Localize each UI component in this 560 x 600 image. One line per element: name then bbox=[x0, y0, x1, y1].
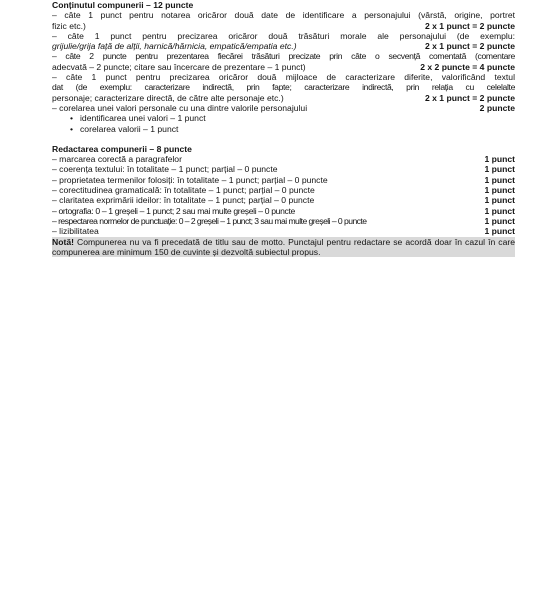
criterion-row bbox=[52, 226, 515, 236]
criterion-text: – corectitudinea gramaticală: în totalitate – 1 punct; parțial – 0 puncte bbox=[52, 185, 315, 196]
points-value: 1 punct bbox=[484, 226, 515, 237]
criterion-line: – câte 1 punct pentru precizarea oricăror două mijloace de caracterizare diferite, valorificând textul bbox=[52, 72, 515, 83]
points-value: 2 x 1 punct = 2 puncte bbox=[424, 41, 515, 52]
criterion-text: – claritatea exprimării ideilor: în totalitate – 1 punct; parțial – 0 puncte bbox=[52, 195, 315, 206]
criterion-line: dat (de exemplu: caracterizare indirectă, prin fapte; caracterizare indirectă, prin relația cu celelalte bbox=[52, 82, 515, 93]
criterion-text: – marcarea corectă a paragrafelor bbox=[52, 154, 182, 165]
criterion-identification bbox=[52, 10, 515, 31]
points-value: 2 puncte bbox=[479, 102, 515, 113]
criterion-row bbox=[52, 154, 515, 164]
points-value: 1 punct bbox=[484, 185, 515, 196]
criterion-row bbox=[52, 216, 515, 226]
bullet-item: • identificarea unei valori – 1 punct bbox=[52, 113, 515, 123]
criterion-line: fizic etc.) bbox=[52, 20, 86, 31]
criterion-line: grijulie/grija față de alții, harnică/hărnicia, empatică/empatia etc.) bbox=[52, 41, 297, 52]
criterion-value-correlation bbox=[52, 103, 515, 134]
points-value: 2 x 1 punct = 2 puncte bbox=[424, 20, 515, 31]
points-value: 1 punct bbox=[484, 154, 515, 165]
note-label: Notă! bbox=[52, 236, 74, 247]
note-text: Compunerea nu va fi precedată de titlu sau de motto. Punctajul pentru redactare se acordă doar în cazul în care compunerea are minimum 150 de cuvinte și dezvoltă subiectul propus. bbox=[52, 236, 515, 257]
criterion-line: personaje; caracterizare directă, de către alte personaje etc.) bbox=[52, 92, 284, 103]
bullet-item: • corelarea valorii – 1 punct bbox=[52, 124, 515, 134]
points-value: 1 punct bbox=[484, 205, 515, 216]
criterion-row bbox=[52, 206, 515, 216]
criterion-line: – câte 2 puncte pentru prezentarea fiecărei trăsături precizate prin câte o secvență comentată (comentare bbox=[52, 51, 515, 62]
criterion-line: – câte 1 punct pentru precizarea oricăror două trăsături morale ale personajului (de exemplu: bbox=[52, 30, 515, 41]
criterion-characterization-means bbox=[52, 72, 515, 103]
criterion-text: – ortografia: 0 – 1 greșeli – 1 punct; 2 sau mai multe greșeli – 0 puncte bbox=[52, 205, 295, 216]
points-value: 1 punct bbox=[484, 215, 515, 226]
criterion-text: – coerența textului: în totalitate – 1 punct; parțial – 0 puncte bbox=[52, 164, 278, 175]
criterion-line: adecvată – 2 puncte; citare sau încercare de prezentare – 1 punct) bbox=[52, 61, 306, 72]
points-value: 1 punct bbox=[484, 195, 515, 206]
criterion-row bbox=[52, 175, 515, 185]
points-value: 1 punct bbox=[484, 174, 515, 185]
writing-criteria-list bbox=[52, 154, 515, 236]
criterion-text: – respectarea normelor de punctuație: 0 – 2 greșeli – 1 punct; 3 sau mai multe greșeli – 0 puncte bbox=[52, 215, 367, 226]
criterion-row bbox=[52, 164, 515, 174]
section-heading-content: Conținutul compunerii – 12 puncte bbox=[52, 0, 194, 10]
grading-scheme bbox=[52, 0, 515, 257]
points-value: 2 x 2 puncte = 4 puncte bbox=[420, 61, 515, 72]
criterion-row bbox=[52, 185, 515, 195]
criterion-moral-traits bbox=[52, 31, 515, 52]
criterion-trait-presentation bbox=[52, 51, 515, 72]
section-heading-writing: Redactarea compunerii – 8 puncte bbox=[52, 143, 192, 154]
criterion-line: – câte 1 punct pentru notarea oricăror două date de identificare a personajului (vârstă, origine, portret bbox=[52, 10, 515, 21]
points-value: 1 punct bbox=[484, 164, 515, 175]
criterion-row bbox=[52, 195, 515, 205]
criterion-line: – corelarea unei valori personale cu una dintre valorile personajului bbox=[52, 102, 308, 113]
note-box bbox=[52, 237, 515, 258]
criterion-text: – lizibilitatea bbox=[52, 226, 99, 237]
points-value: 2 x 1 punct = 2 puncte bbox=[424, 92, 515, 103]
criterion-text: – proprietatea termenilor folosiți: în totalitate – 1 punct; parțial – 0 puncte bbox=[52, 174, 328, 185]
